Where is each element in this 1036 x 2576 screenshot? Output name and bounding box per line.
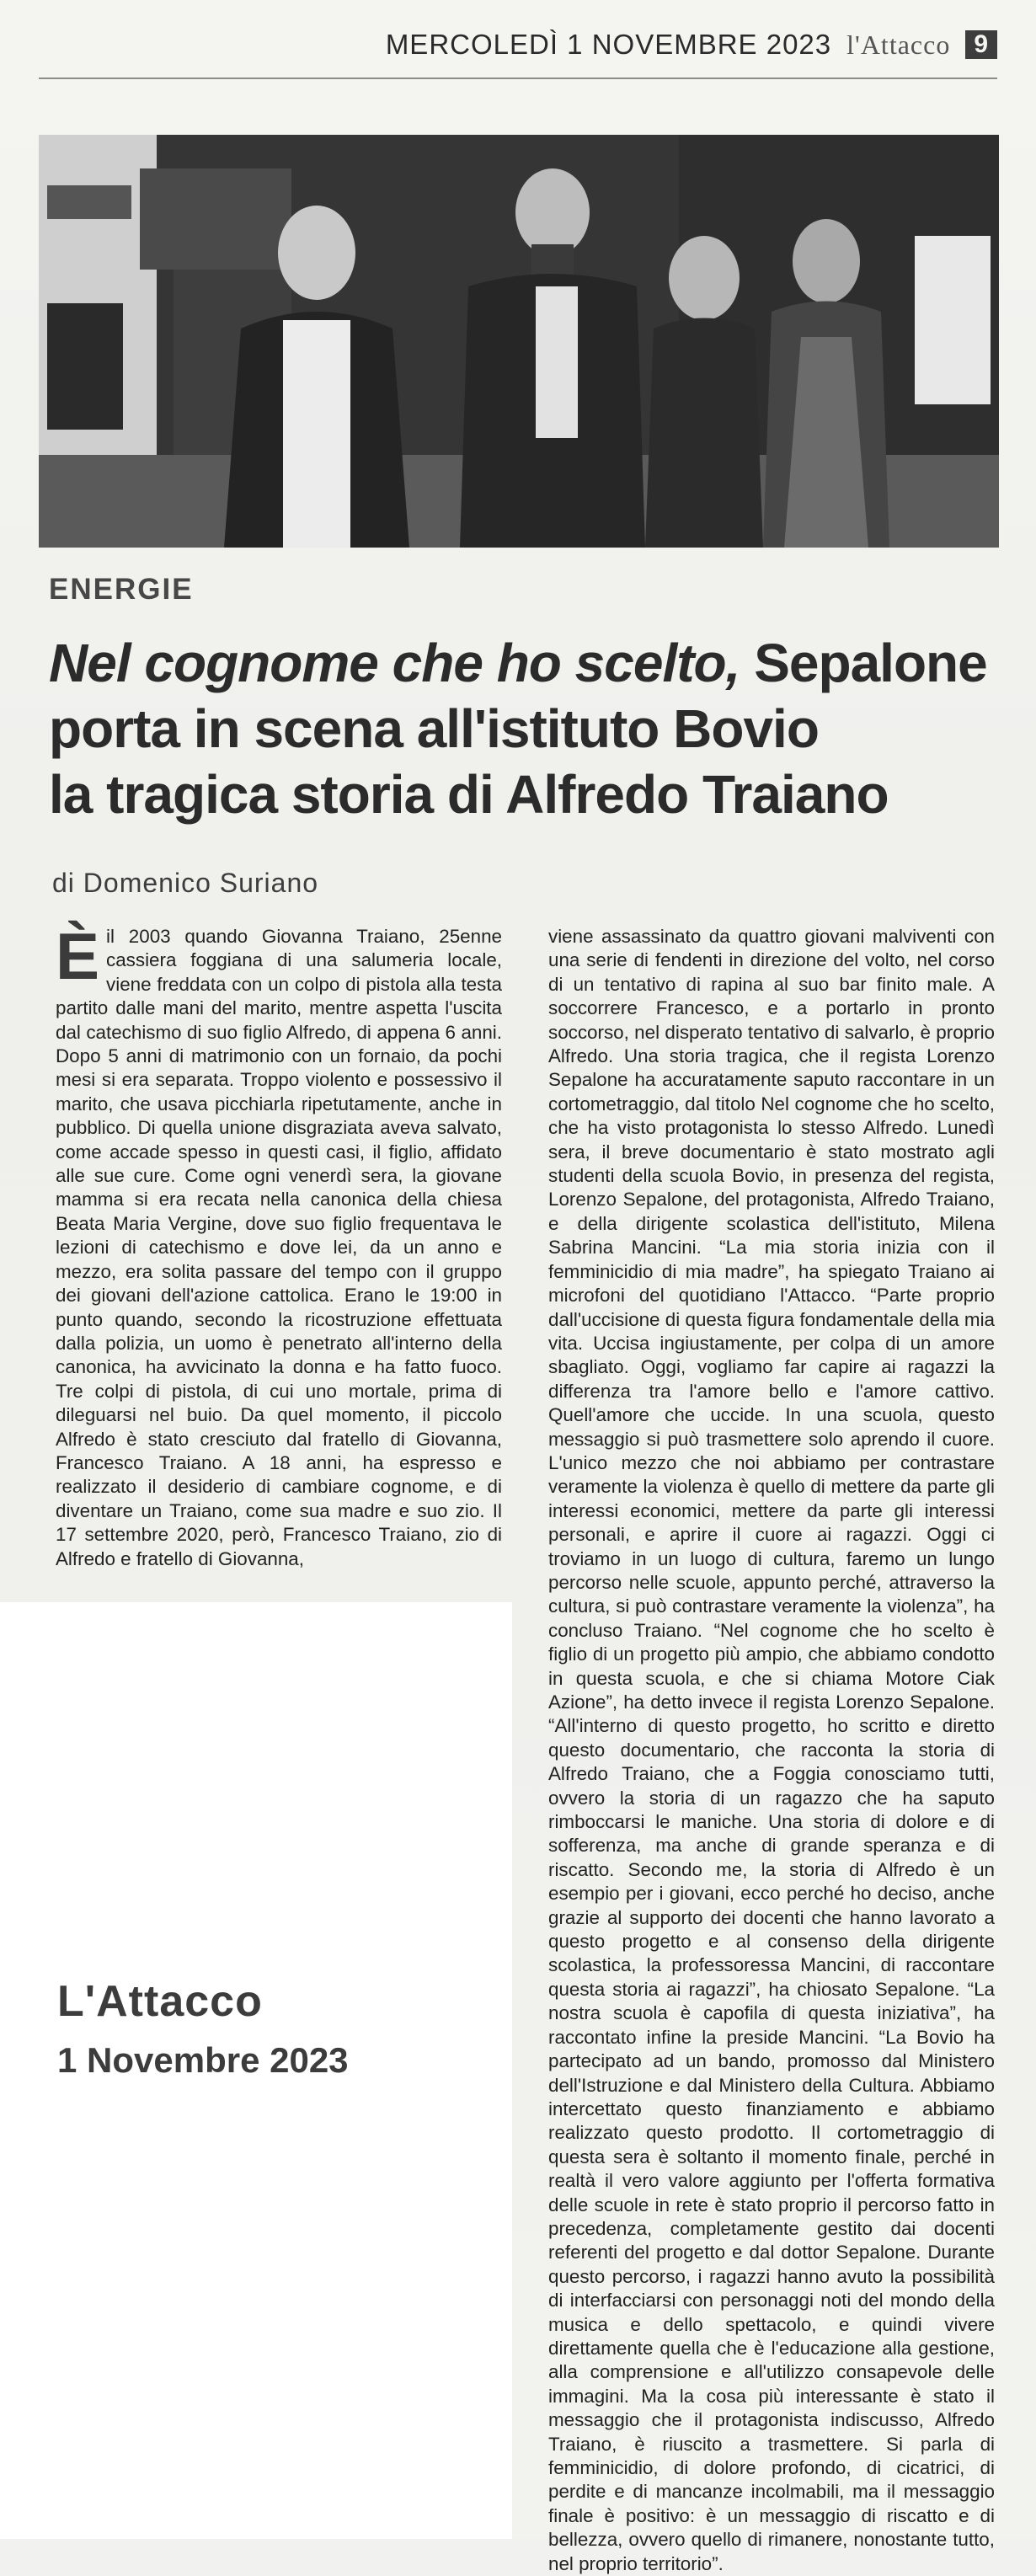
headline-italic: Nel cognome che ho scelto, [49,633,740,693]
header-logo: l'Attacco [846,29,951,60]
stage-photo [39,135,999,548]
header-date: MERCOLEDÌ 1 NOVEMBRE 2023 [385,29,832,60]
headline-line-2: porta in scena all'istituto Bovio [49,698,819,759]
headline-line-3: la tragica storia di Alfredo Traiano [49,764,889,825]
article-column-1 [56,919,502,1571]
dropcap: È [56,919,100,993]
byline: di Domenico Suriano [52,868,319,898]
headline-line-1-rest: Sepalone [740,633,987,693]
headline-line-1 [49,630,1001,696]
article-column-2 [548,925,995,2576]
source-title: L'Attacco [57,1977,263,2026]
headline [49,630,1001,827]
page-number: 9 [965,30,997,59]
page-header [386,29,997,61]
header-rule [39,77,997,79]
column-1-text: il 2003 quando Giovanna Traiano, 25enne cassiera foggiana di una salumeria locale, viene freddata con un colpo di pistola alla testa partito dalle mani del marito, mentre aspetta l'uscita dal catechismo di suo figlio Alfredo, di appena 6 anni. Dopo 5 anni di matrimonio con un fornaio, da pochi mesi si era separata. Troppo violento e possessivo il marito, che usava picchiarla ripetutamente, anche in pubblico. Di quella unione disgraziata aveva salvato, come accade spesso in questi casi, il figlio, affidato alle sue cure. Come ogni venerdì sera, la giovane mamma si era recata nella canonica della chiesa Beata Maria Vergine, dove suo figlio frequentava le lezioni di catechismo e dove lei, da un anno e mezzo, era solita passare del tempo con il gruppo dei giovani dell'azione cattolica. Erano le 19:00 in punto quando, secondo la ricostruzione effettuata dalla polizia, un uomo è penetrato all'interno della canonica, ha avvicinato la donna e ha fatto fuoco. Tre colpi di pistola, di cui uno mortale, prima di dileguarsi nel buio. Da quel momento, il piccolo Alfredo è stato cresciuto dal fratello di Giovanna, Francesco Traiano. A 18 anni, ha espresso e realizzato il desiderio di cambiare cognome, e di diventare un Traiano, come sua madre e suo zio. Il 17 settembre 2020, però, Francesco Traiano, zio di Alfredo e fratello di Giovanna, [56,926,502,1569]
column-2-text: viene assassinato da quattro giovani malviventi con una serie di fendenti in direzione del volto, nel corso di un tentativo di rapina al suo bar finito male. A soccorrere Francesco, e a portarlo in pronto soccorso, nel disperato tentativo di salvarlo, è proprio Alfredo. Una storia tragica, che il regista Lorenzo Sepalone ha accuratamente saputo raccontare in un cortometraggio, dal titolo Nel cognome che ho scelto, che ha visto protagonista lo stesso Alfredo. Lunedì sera, il breve documentario è stato mostrato agli studenti della scuola Bovio, in presenza del regista, Lorenzo Sepalone, del protagonista, Alfredo Traiano, e della dirigente scolastica dell'istituto, Milena Sabrina Mancini. “La mia storia inizia con il femminicidio di mia madre”, ha spiegato Traiano ai microfoni del quotidiano l'Attacco. “Parte proprio dall'uccisione di questa figura fondamentale della mia vita. Uccisa ingiustamente, per colpa di un amore sbagliato. Oggi, vogliamo far capire ai ragazzi la differenza tra l'amore bello e l'amore cattivo. Quell'amore che uccide. In una scuola, questo messaggio si può trasmettere solo aprendo il cuore. L'unico mezzo che noi abbiamo per contrastare veramente la violenza è quello di mettere da parte gli interessi economici, mettere da parte gli interessi personali, e aprire il cuore ai ragazzi. Oggi ci troviamo in un luogo di cultura, faremo un lungo percorso nelle scuole, appunto perché, attraverso la cultura, si può contrastare veramente la violenza”, ha concluso Traiano. “Nel cognome che ho scelto è figlio di un progetto più ampio, che abbiamo condotto in questa scuola, e che si chiama Motore Ciak Azione”, ha detto invece il regista Lorenzo Sepalone. “All'interno di questo progetto, ho scritto e diretto questo documentario, che racconta la storia di Alfredo Traiano, che a Foggia conosciamo tutti, ovvero la storia di un ragazzo che ha saputo rimboccarsi le maniche. Una storia di dolore e di sofferenza, ma anche di grande speranza e di riscatto. Secondo me, la storia di Alfredo è un esempio per i giovani, ecco perché ho deciso, anche grazie al supporto dei docenti che hanno lavorato a questo progetto e al consenso della dirigente scolastica, la professoressa Mancini, di raccontare questa storia ai ragazzi”, ha chiosato Sepalone. “La nostra scuola è capofila di questa iniziativa”, ha raccontato infine la preside Mancini. “La Bovio ha partecipato ad un bando, promosso dal Ministero dell'Istruzione e dal Ministero della Cultura. Abbiamo intercettato questo finanziamento e abbiamo realizzato questo prodotto. Il cortometraggio di questa sera è soltanto il momento finale, perché in realtà il vero valore aggiunto per l'offerta formativa delle scuole in rete è stato proprio il percorso fatto in precedenza, completamente gestito dai docenti referenti del progetto e dal dottor Sepalone. Durante questo percorso, i ragazzi hanno avuto la possibilità di interfacciarsi con personaggi noti del mondo della musica e dello spettacolo, e quindi vivere direttamente quella che è l'educazione alla gestione, alla comprensione e all'utilizzo consapevole delle immagini. Ma la cosa più interessante è stato il messaggio che il protagonista indiscusso, Alfredo Traiano, è riuscito a trasmettere. Si parla di femminicidio, di dolore profondo, di cicatrici, di perdite e di mancanze incolmabili, ma il messaggio finale è positivo: è un messaggio di riscatto e di bellezza, ovvero quello di rimanere, nonostante tutto, nel proprio territorio”. [548,926,995,2574]
section-tag: ENERGIE [49,573,194,606]
source-date: 1 Novembre 2023 [57,2040,349,2080]
